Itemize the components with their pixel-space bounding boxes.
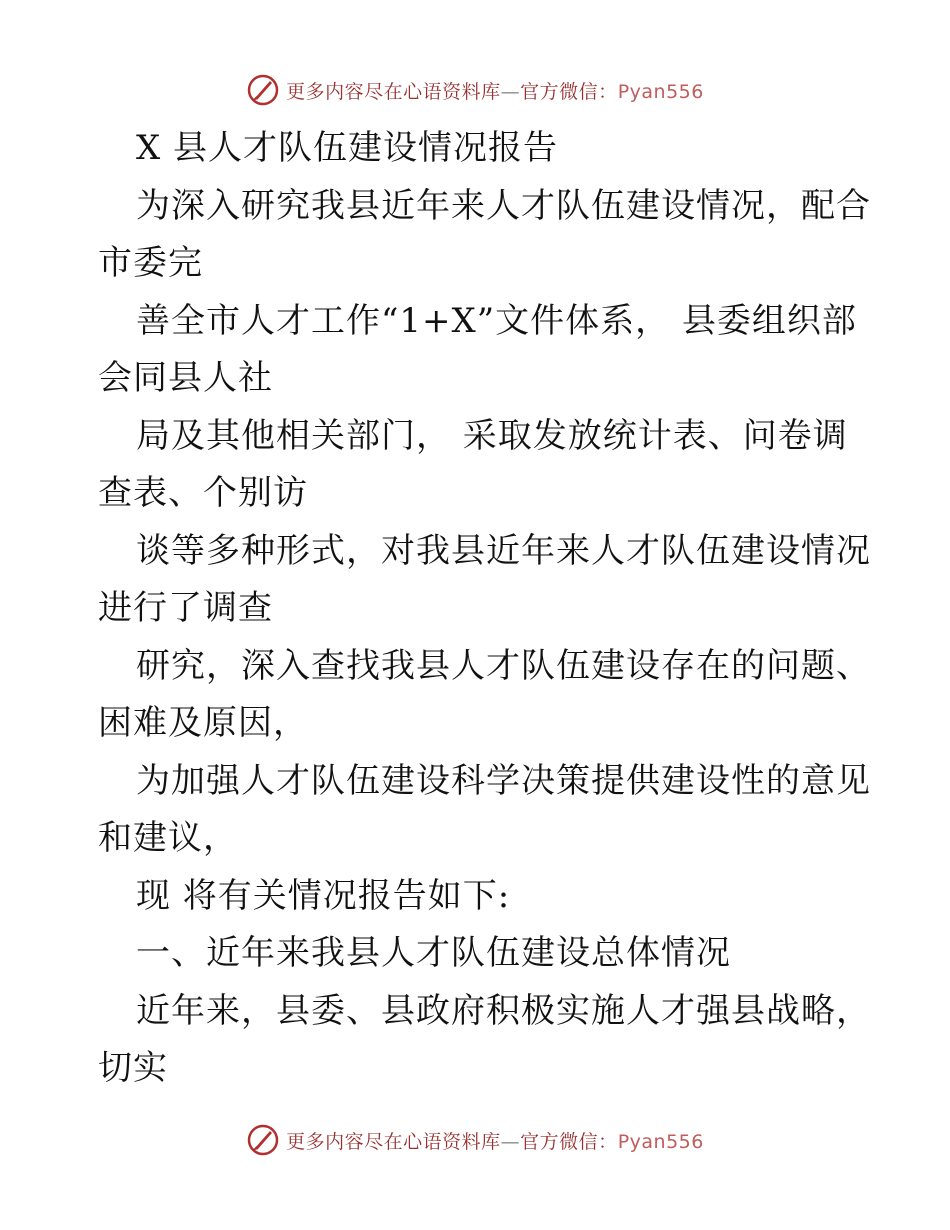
document-body <box>98 120 871 1098</box>
document-line: 困难及原因， <box>98 703 308 743</box>
document-line: 谈等多种形式，对我县近年来人才队伍建设情况 <box>136 530 871 571</box>
document-line: 局及其他相关部门， 采取发放统计表、问卷调 <box>136 415 848 456</box>
footer-banner-text <box>286 1127 704 1154</box>
footer-watermark-banner <box>0 1120 950 1160</box>
footer-separator: — <box>500 1130 521 1153</box>
document-line: 为深入研究我县近年来人才队伍建设情况，配合 <box>136 185 871 226</box>
document-line: 一、近年来我县人才队伍建设总体情况 <box>136 933 731 973</box>
document-line: 会同县人社 <box>98 358 273 398</box>
header-separator: — <box>500 80 521 103</box>
document-line: 研究，深入查找我县人才队伍建设存在的问题、 <box>136 645 871 686</box>
document-line: 现 将有关情况报告如下: <box>136 875 511 916</box>
document-line: 切实 <box>98 1048 168 1088</box>
footer-wechat-label: 官方微信： <box>520 1130 618 1153</box>
document-line: 和建议， <box>98 818 238 858</box>
header-wechat-label: 官方微信： <box>520 80 618 103</box>
header-banner-text <box>286 77 704 104</box>
header-promo-text: 更多内容尽在心语资料库 <box>286 80 501 103</box>
document-line: 进行了调查 <box>98 588 273 628</box>
document-line: 近年来，县委、县政府积极实施人才强县战略， <box>136 990 871 1031</box>
document-line: 查表、个别访 <box>98 473 308 513</box>
document-line: 市委完 <box>98 243 203 283</box>
header-watermark-banner <box>0 70 950 110</box>
document-line: 善全市人才工作“1+X”文件体系， 县委组织部 <box>136 300 857 341</box>
footer-wechat-id: Pyan556 <box>617 1130 704 1153</box>
header-wechat-id: Pyan556 <box>617 80 704 103</box>
quill-logo-icon <box>246 1123 280 1157</box>
document-line: X 县人才队伍建设情况报告 <box>136 128 559 168</box>
document-line: 为加强人才队伍建设科学决策提供建设性的意见 <box>136 760 871 801</box>
quill-logo-icon <box>246 73 280 107</box>
footer-promo-text: 更多内容尽在心语资料库 <box>286 1130 501 1153</box>
